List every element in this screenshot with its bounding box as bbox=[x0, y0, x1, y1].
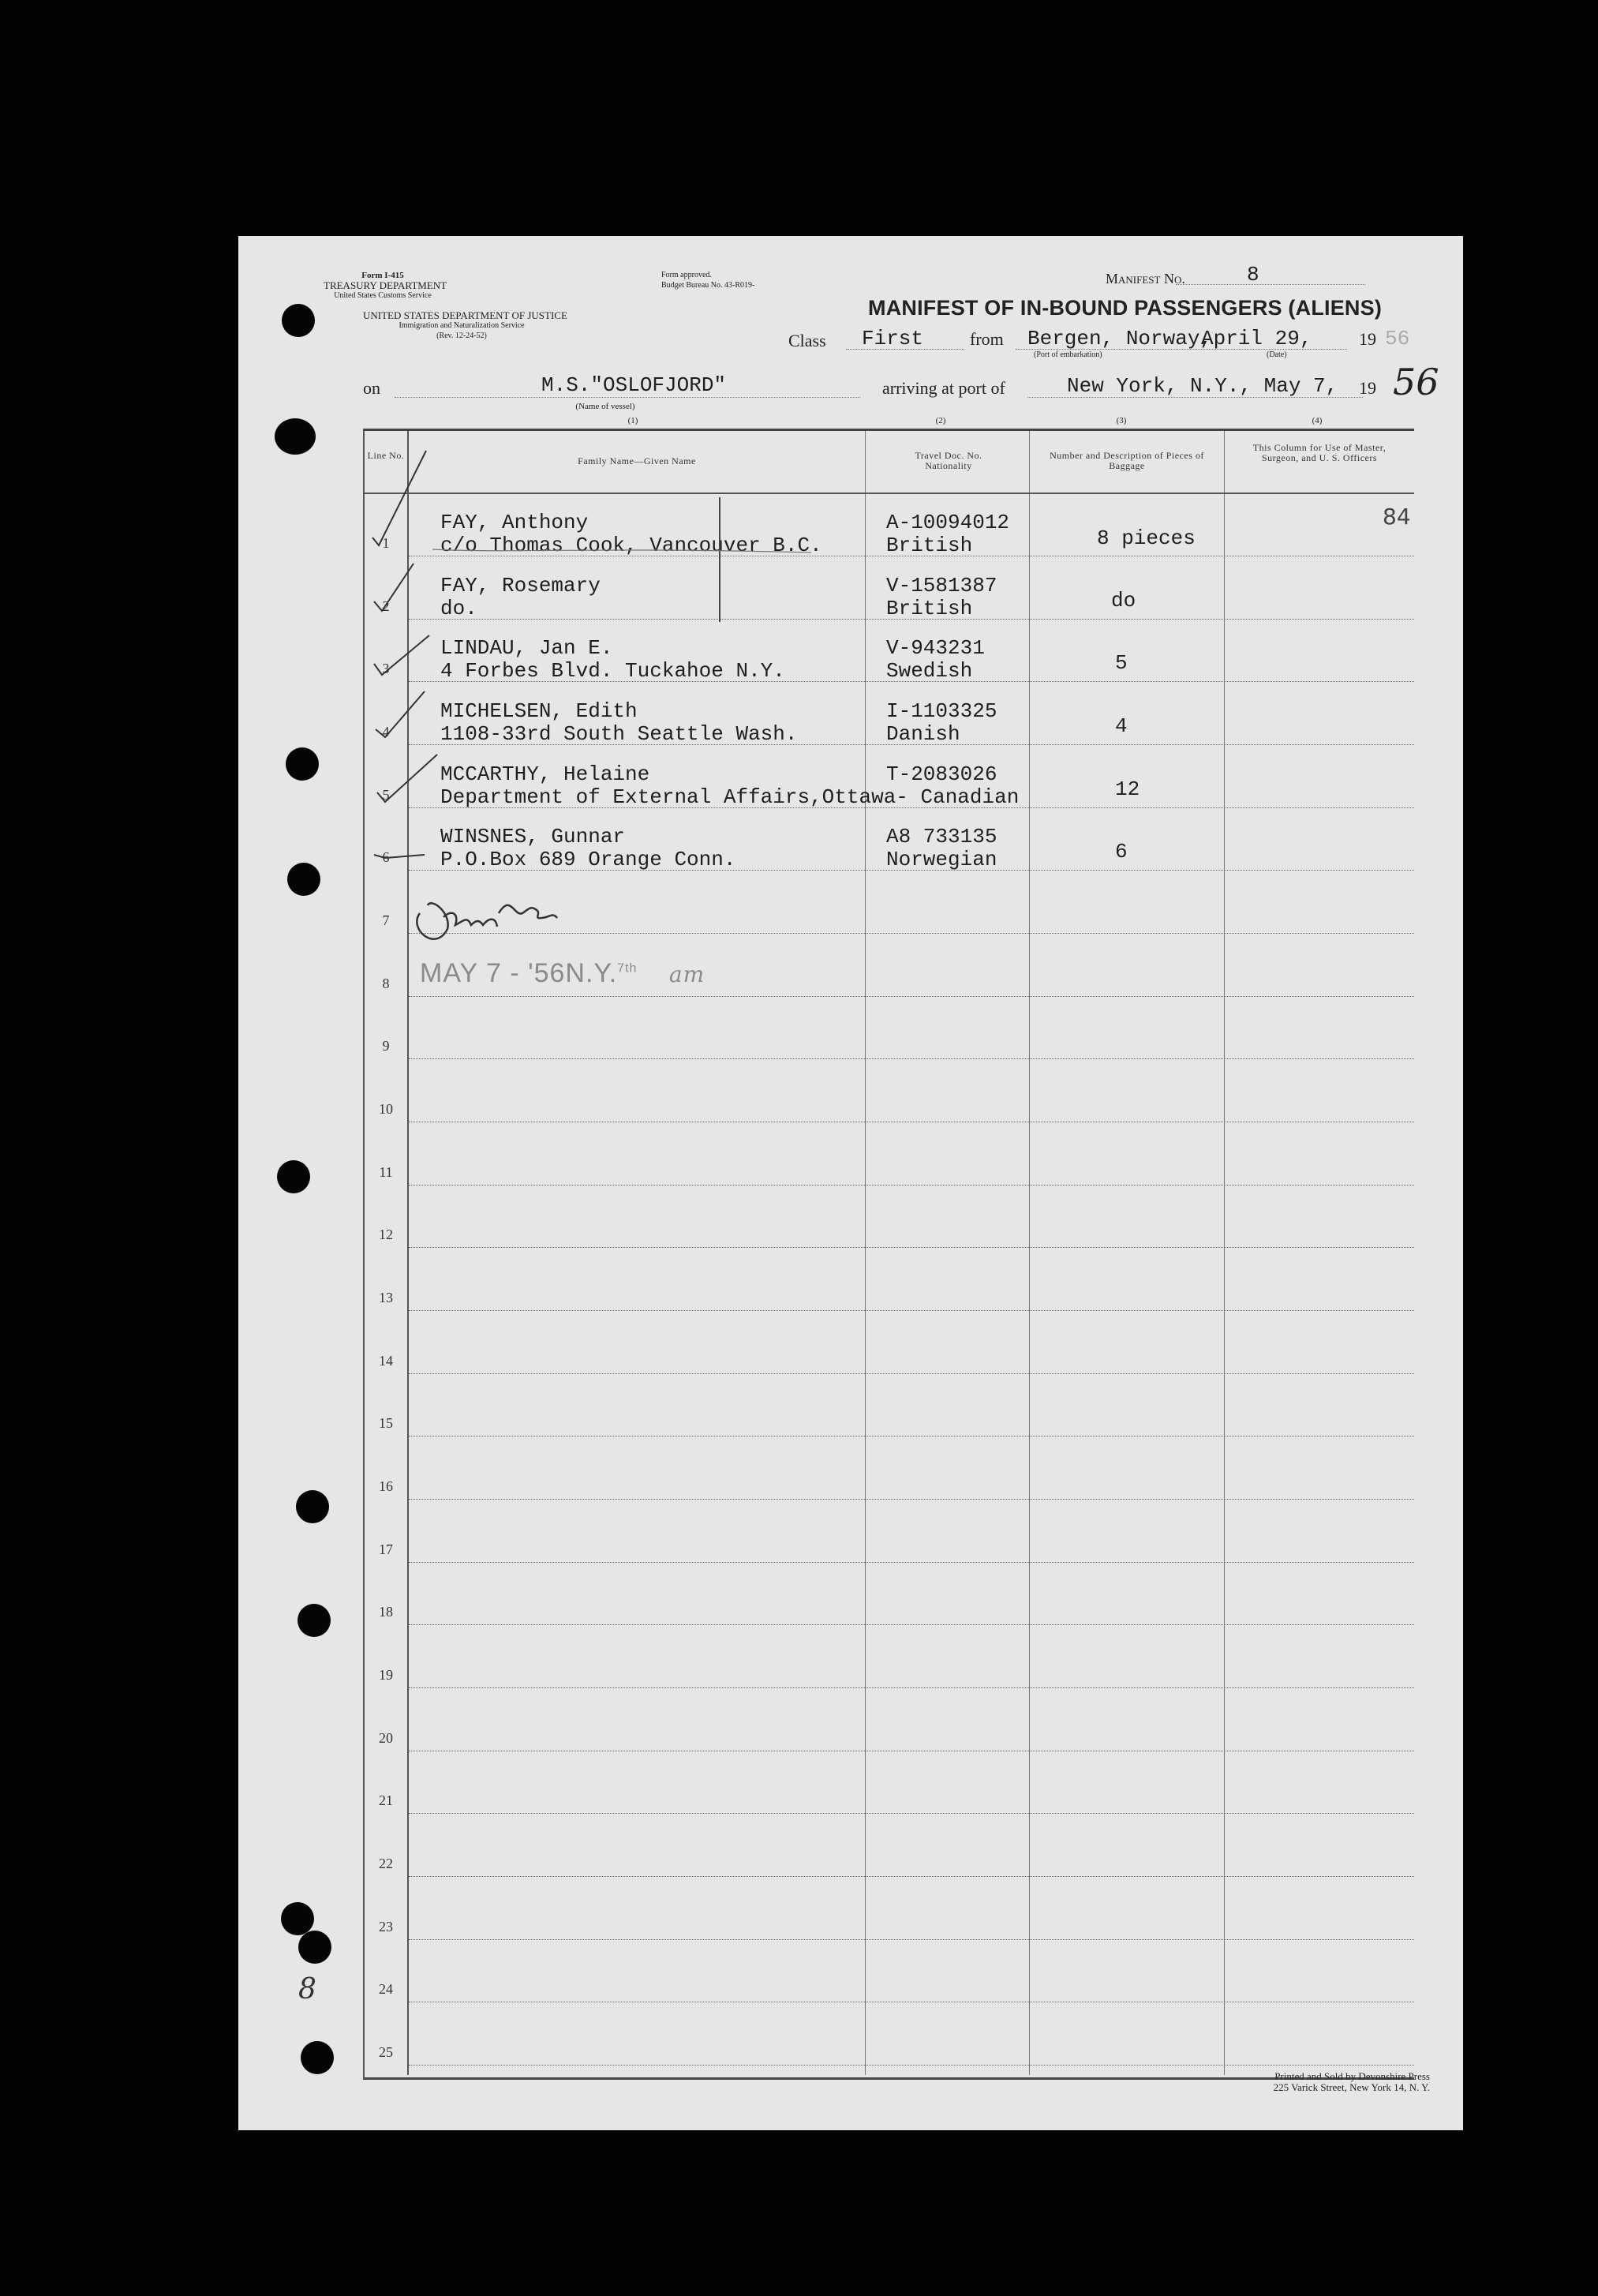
arriving-label: arriving at port of bbox=[882, 378, 1005, 398]
col-marker-1: (1) bbox=[627, 416, 638, 425]
line-number: 11 bbox=[379, 1164, 393, 1180]
vessel-name: M.S."OSLOFJORD" bbox=[541, 373, 727, 397]
customs-service: United States Customs Service bbox=[334, 291, 432, 300]
punch-hole bbox=[282, 304, 315, 337]
ins-service: Immigration and Naturalization Service bbox=[399, 321, 525, 330]
line-number: 8 bbox=[382, 976, 390, 991]
passenger-table bbox=[363, 429, 1414, 2080]
col-header-officers: This Column for Use of Master, Surgeon, and U. S. Officers bbox=[1252, 442, 1387, 463]
nationality: British bbox=[886, 534, 973, 557]
class-label: Class bbox=[788, 331, 826, 350]
officer-note: 84 bbox=[1383, 504, 1411, 530]
manifest-page bbox=[238, 236, 1463, 2130]
col-header-line-no: Line No. bbox=[367, 450, 405, 461]
line-number: 7 bbox=[382, 912, 390, 928]
form-revision: (Rev. 12-24-52) bbox=[436, 331, 487, 340]
arrival-port: New York, N.Y., May 7, bbox=[1067, 374, 1338, 398]
on-label: on bbox=[363, 378, 380, 398]
punch-hole bbox=[277, 1160, 310, 1193]
travel-doc-number: I-1103325 bbox=[886, 699, 997, 723]
form-number: Form I-415 bbox=[361, 271, 404, 280]
travel-doc-number: V-1581387 bbox=[886, 574, 997, 597]
col-marker-2: (2) bbox=[935, 416, 946, 425]
printer-credit bbox=[1106, 2071, 1430, 2093]
line-number: 18 bbox=[379, 1604, 393, 1620]
form-approved: Form approved. bbox=[661, 271, 712, 279]
baggage: 6 bbox=[1115, 840, 1128, 863]
punch-hole bbox=[298, 1931, 331, 1964]
nationality: Norwegian bbox=[886, 848, 997, 871]
line-number: 19 bbox=[379, 1667, 393, 1683]
passenger-address: 1108-33rd South Seattle Wash. bbox=[440, 722, 798, 746]
baggage: 4 bbox=[1115, 714, 1128, 738]
col-divider-baggage bbox=[1224, 431, 1225, 2075]
arrival-year: 56 bbox=[1393, 361, 1439, 403]
year-prefix: 19 bbox=[1359, 329, 1376, 349]
class-value: First bbox=[862, 327, 924, 350]
line-number: 15 bbox=[379, 1415, 393, 1431]
punch-hole bbox=[275, 418, 316, 455]
line-number: 14 bbox=[379, 1353, 393, 1369]
embarkation-note: (Port of embarkation) bbox=[1034, 350, 1102, 359]
line-number: 24 bbox=[379, 1981, 393, 1997]
margin-note: 8 bbox=[298, 1973, 316, 2006]
nationality: Swedish bbox=[886, 659, 973, 683]
line-number: 17 bbox=[379, 1541, 393, 1557]
line-number: 12 bbox=[379, 1227, 393, 1242]
printer-line-2: 225 Varick Street, New York 14, N. Y. bbox=[1273, 2081, 1430, 2093]
treasury-dept: TREASURY DEPARTMENT bbox=[324, 279, 447, 291]
passenger-address: c/o Thomas Cook, Vancouver B.C. bbox=[440, 534, 822, 557]
col-marker-4: (4) bbox=[1312, 416, 1323, 425]
travel-doc-number: A8 733135 bbox=[886, 825, 997, 848]
passenger-name: FAY, Rosemary bbox=[440, 574, 601, 597]
baggage: 8 pieces bbox=[1097, 526, 1196, 550]
line-number: 22 bbox=[379, 1856, 393, 1871]
arrival-year-prefix: 19 bbox=[1359, 378, 1376, 398]
passenger-address: do. bbox=[440, 597, 477, 620]
passenger-address: Department of External Affairs,Ottawa- Canadian bbox=[440, 785, 1020, 809]
line-number: 20 bbox=[379, 1730, 393, 1746]
baggage: do bbox=[1111, 589, 1136, 612]
line-number: 3 bbox=[382, 661, 390, 676]
manifest-label: Manifest No. bbox=[1106, 271, 1185, 287]
line-number: 13 bbox=[379, 1290, 393, 1305]
manifest-no-line bbox=[1176, 284, 1365, 285]
line-number: 6 bbox=[382, 849, 390, 865]
line-number: 16 bbox=[379, 1478, 393, 1494]
travel-doc-number: V-943231 bbox=[886, 636, 985, 660]
punch-hole bbox=[281, 1902, 314, 1935]
passenger-name: MICHELSEN, Edith bbox=[440, 699, 638, 723]
punch-hole bbox=[298, 1604, 331, 1637]
handwritten-signature bbox=[404, 882, 570, 953]
from-label: from bbox=[970, 329, 1004, 349]
document-title: MANIFEST OF IN-BOUND PASSENGERS (ALIENS) bbox=[868, 296, 1383, 320]
vessel-line bbox=[395, 397, 860, 398]
line-number: 4 bbox=[382, 724, 390, 740]
col-marker-3: (3) bbox=[1116, 416, 1127, 425]
date-note: (Date) bbox=[1267, 350, 1287, 359]
year-depart: 56 bbox=[1385, 327, 1410, 350]
nationality: Danish bbox=[886, 722, 960, 746]
check-marks bbox=[357, 431, 878, 905]
entry-date-stamp bbox=[420, 958, 705, 989]
line-number: 23 bbox=[379, 1919, 393, 1935]
stamp-ampm: am bbox=[668, 961, 705, 987]
line-number: 2 bbox=[382, 598, 390, 614]
line-number: 9 bbox=[382, 1038, 390, 1054]
punch-hole bbox=[296, 1490, 329, 1523]
passenger-address: 4 Forbes Blvd. Tuckahoe N.Y. bbox=[440, 659, 785, 683]
line-number: 5 bbox=[382, 787, 390, 803]
punch-hole bbox=[301, 2041, 334, 2074]
passenger-name: WINSNES, Gunnar bbox=[440, 825, 626, 848]
passenger-name: MCCARTHY, Helaine bbox=[440, 762, 650, 786]
justice-dept: UNITED STATES DEPARTMENT OF JUSTICE bbox=[363, 309, 567, 321]
col-divider-doc bbox=[1029, 431, 1030, 2075]
col-header-travel-doc: Travel Doc. No. Nationality bbox=[915, 450, 982, 471]
punch-hole bbox=[286, 747, 319, 781]
passenger-name: FAY, Anthony bbox=[440, 511, 589, 534]
passenger-name: LINDAU, Jan E. bbox=[440, 636, 613, 660]
stamp-superscript: 7th bbox=[617, 961, 638, 976]
punch-hole bbox=[287, 863, 320, 896]
baggage: 5 bbox=[1115, 651, 1128, 675]
travel-doc-number: A-10094012 bbox=[886, 511, 1010, 534]
from-value: Bergen, Norway, bbox=[1027, 327, 1213, 350]
line-number: 1 bbox=[382, 535, 390, 551]
printer-line-1: Printed and Sold by Devonshire Press bbox=[1274, 2070, 1430, 2082]
col-header-name: Family Name—Given Name bbox=[578, 455, 696, 466]
passenger-address: P.O.Box 689 Orange Conn. bbox=[440, 848, 736, 871]
stamp-date: MAY 7 - '56N.Y. bbox=[420, 958, 618, 988]
line-number: 10 bbox=[379, 1101, 393, 1117]
line-number: 25 bbox=[379, 2044, 393, 2060]
travel-doc-number: T-2083026 bbox=[886, 762, 997, 786]
manifest-number: 8 bbox=[1247, 263, 1259, 287]
col-header-baggage: Number and Description of Pieces of Baggage bbox=[1050, 450, 1204, 471]
departure-date: April 29, bbox=[1201, 327, 1312, 350]
budget-bureau: Budget Bureau No. 43-R019- bbox=[661, 281, 755, 290]
vessel-note: (Name of vessel) bbox=[575, 402, 635, 411]
baggage: 12 bbox=[1115, 777, 1140, 801]
line-number: 21 bbox=[379, 1792, 393, 1808]
nationality: British bbox=[886, 597, 973, 620]
